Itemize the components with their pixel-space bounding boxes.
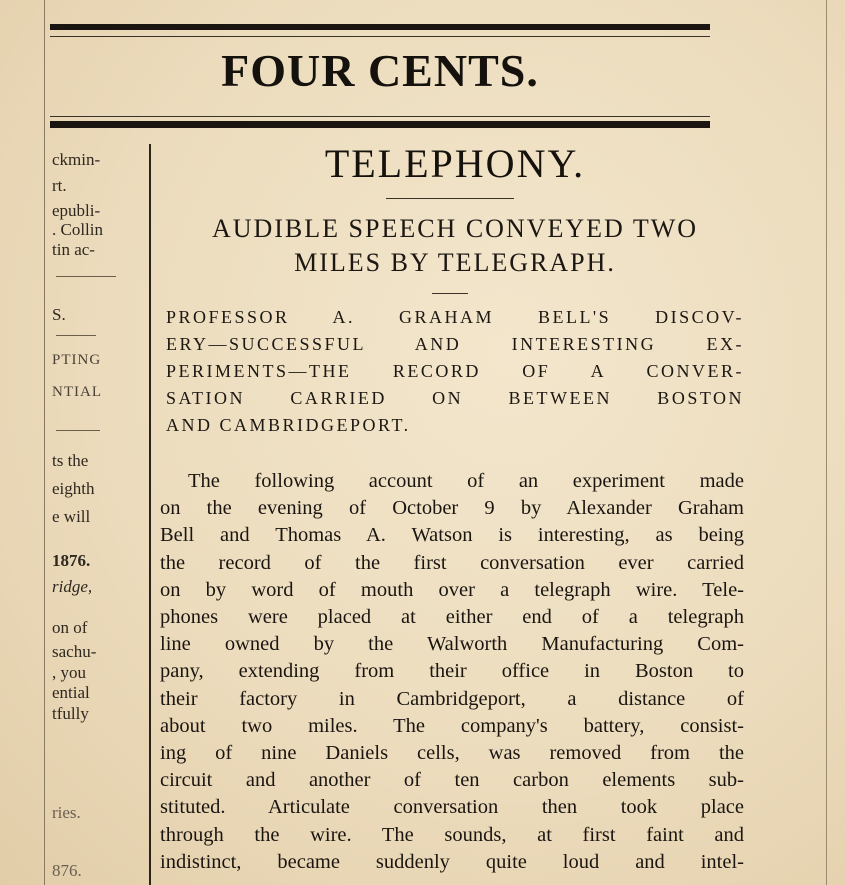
deck-line: PROFESSOR A. GRAHAM BELL'S DISCOV- [166,307,744,327]
article-deck [166,304,744,439]
subhead-rule [432,293,468,294]
body-line: on by word of mouth over a telegraph wire. Tele- [160,578,744,601]
left-column-fragment: tfully [52,704,89,723]
article-headline: TELEPHONY. [324,141,586,186]
deck-line: ERY—SUCCESSFUL AND INTERESTING EX- [166,334,744,354]
left-column-fragment: . Collin [52,220,104,239]
body-line: phones were placed at either end of a telegraph [160,606,744,629]
left-column-fragment: eighth [52,479,95,498]
left-column-fragment: ridge, [52,577,93,596]
left-column-fragment: 1876. [52,551,91,570]
article-subhead [160,212,750,280]
left-column-fragment: NTIAL [52,384,102,400]
subhead-line: AUDIBLE SPEECH CONVEYED TWO [211,214,699,243]
left-column-fragment: on of [52,618,88,637]
body-line: indistinct, became suddenly quite loud and intel- [160,850,744,873]
body-line: through the wire. The sounds, at first faint and [160,823,744,846]
left-column-fragment: , you [52,663,86,682]
body-line: circuit and another of ten carbon elements sub- [160,769,744,792]
deck-line: AND CAMBRIDGEPORT. [166,415,411,435]
body-line: The following account of an experiment made [188,470,744,492]
body-line: ing of nine Daniels cells, was removed from the [160,742,744,765]
left-column-rule [56,335,96,336]
left-column-rule [56,430,100,431]
left-column-fragment: sachu- [52,642,97,661]
headline-rule [386,198,514,199]
body-line: on the evening of October 9 by Alexander Graham [160,497,744,520]
left-column-fragment: ts the [52,451,89,470]
body-line: the record of the first conversation ever carried [160,551,744,574]
mid-thin-rule [50,116,710,117]
mid-heavy-rule [50,121,710,128]
left-column-fragment: PTING [52,352,102,368]
article-body [160,468,744,876]
left-column-fragment: ries. [52,803,81,822]
body-line: pany, extending from their office in Boston to [160,660,744,683]
left-column-fragment: S. [52,305,66,324]
body-line: about two miles. The company's battery, consist- [160,714,744,737]
top-heavy-rule [50,24,710,30]
body-line: their factory in Cambridgeport, a distance of [160,687,744,710]
left-column-fragment: epubli- [52,201,101,220]
price-heading: FOUR CENTS. [221,45,539,96]
body-line: Bell and Thomas A. Watson is interesting, as being [160,524,744,547]
left-column-fragment: e will [52,507,91,526]
left-column-fragment: ential [52,683,90,702]
left-column-fragment: ckmin- [52,150,101,169]
column-divider [149,144,151,885]
left-column-rule [56,276,116,277]
body-line: stituted. Articulate conversation then took place [160,796,744,819]
top-thin-rule [50,36,710,37]
left-column-fragment: 876. [52,861,82,880]
deck-line: SATION CARRIED ON BETWEEN BOSTON [166,388,744,408]
subhead-line: MILES BY TELEGRAPH. [294,248,616,277]
left-column-fragment: rt. [52,176,67,195]
deck-line: PERIMENTS—THE RECORD OF A CONVER- [166,361,744,381]
left-column-fragment: tin ac- [52,240,95,259]
body-line: line owned by the Walworth Manufacturing Com- [160,633,744,656]
page-edge-right [826,0,827,885]
page-edge-left [44,0,45,885]
